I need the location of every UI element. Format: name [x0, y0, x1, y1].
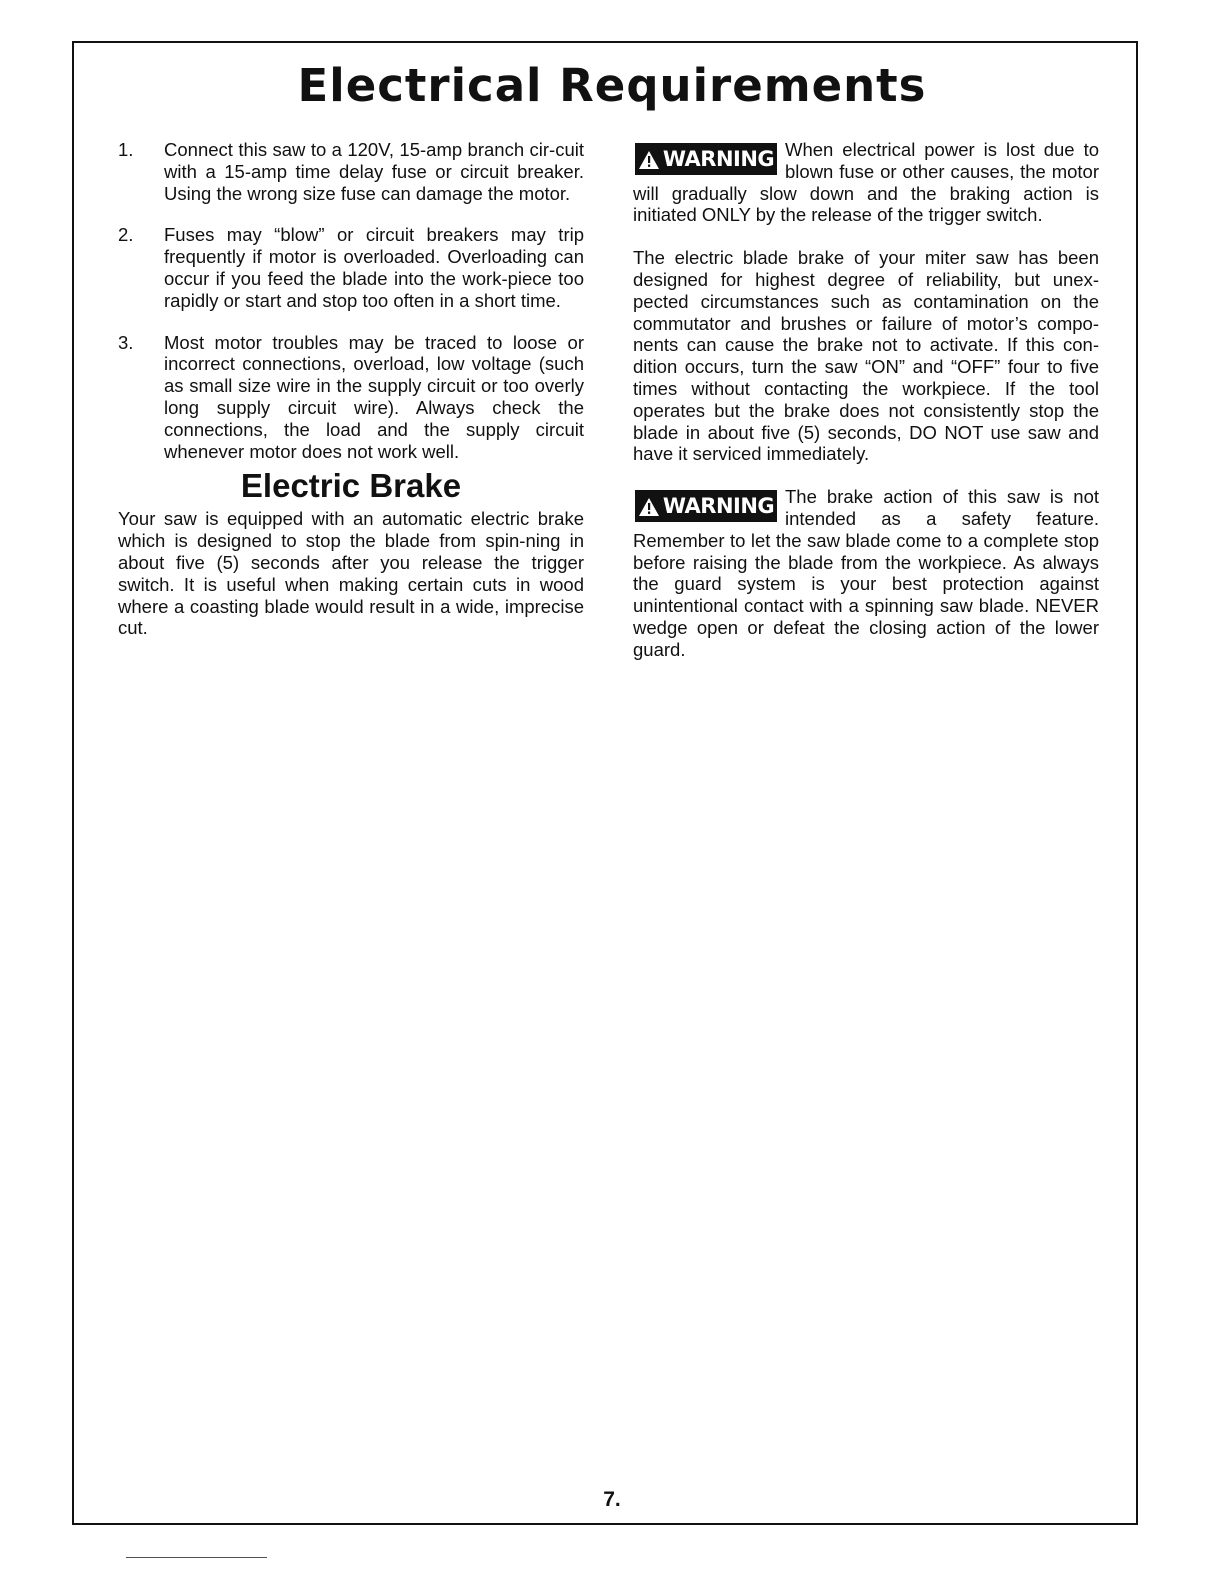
requirements-list [118, 139, 584, 462]
list-item-text: Connect this saw to a 120V, 15-amp branch cir-cuit with a 15-amp time delay fuse or circuit breaker. Using the wrong size fuse can damage the motor. [164, 139, 584, 204]
warning-text: The brake action of this saw is not intended as a safety feature. Remember to let the saw blade come to a complete stop before raising the blade from the workpiece. As always the guard system is your best protection against unintentional contact with a spinning saw blade. NEVER wedge open or defeat the closing action of the lower guard. [633, 486, 1099, 660]
list-item-number: 2. [118, 224, 134, 246]
warning-badge [635, 143, 777, 175]
list-item-text: Most motor troubles may be traced to loose or incorrect connections, overload, low voltage (such as small size wire in the supply circuit or too overly long supply circuit wire). Always check the connections, the load and the supply circuit whenever motor does not work well. [164, 331, 584, 462]
warning-badge-label: WARNING [662, 494, 775, 519]
list-item [118, 139, 584, 204]
electric-brake-paragraph: Your saw is equipped with an automatic electric brake which is designed to stop the blade from spin-ning in about five (5) seconds after you release the trigger switch. It is useful when making certain cuts in wood where a coasting blade would result in a wide, imprecise cut. [118, 508, 584, 639]
page-number: 7. [603, 1488, 621, 1511]
brake-reliability-paragraph: The electric blade brake of your miter saw has been designed for highest degree of reliability, but unex-pected circumstances such as contamination on the commutator and brushes or failure of motor’s compo-nents can cause the brake not to activate. If this con-dition occurs, turn the saw “ON” and “OFF” four to five times without contacting the workpiece. If the tool operates but the brake does not consistently stop the blade in about five (5) seconds, DO NOT use saw and have it serviced immediately. [633, 247, 1099, 465]
warning-block-brake-safety [633, 486, 1099, 660]
page-title: Electrical Requirements [297, 59, 927, 112]
warning-triangle-icon [638, 150, 660, 170]
right-column [633, 139, 1099, 682]
warning-block-power-loss [633, 139, 1099, 226]
warning-text: When electrical power is lost due to blown fuse or other causes, the motor will gradually slow down and the braking action is initiated ONLY by the release of the trigger switch. [633, 139, 1099, 226]
list-item-number: 3. [118, 331, 134, 353]
footer-rule [126, 1557, 267, 1558]
list-item-number: 1. [118, 139, 134, 160]
section-heading-electric-brake: Electric Brake [240, 467, 462, 505]
left-column [118, 139, 584, 660]
warning-badge [635, 490, 777, 522]
warning-triangle-icon [638, 497, 660, 517]
list-item-text: Fuses may “blow” or circuit breakers may trip frequently if motor is overloaded. Overloading can occur if you feed the blade into the work-piece too rapidly or start and stop too often in a short time. [164, 224, 584, 311]
warning-badge-label: WARNING [662, 147, 775, 172]
list-item [118, 332, 584, 463]
list-item [118, 224, 584, 311]
